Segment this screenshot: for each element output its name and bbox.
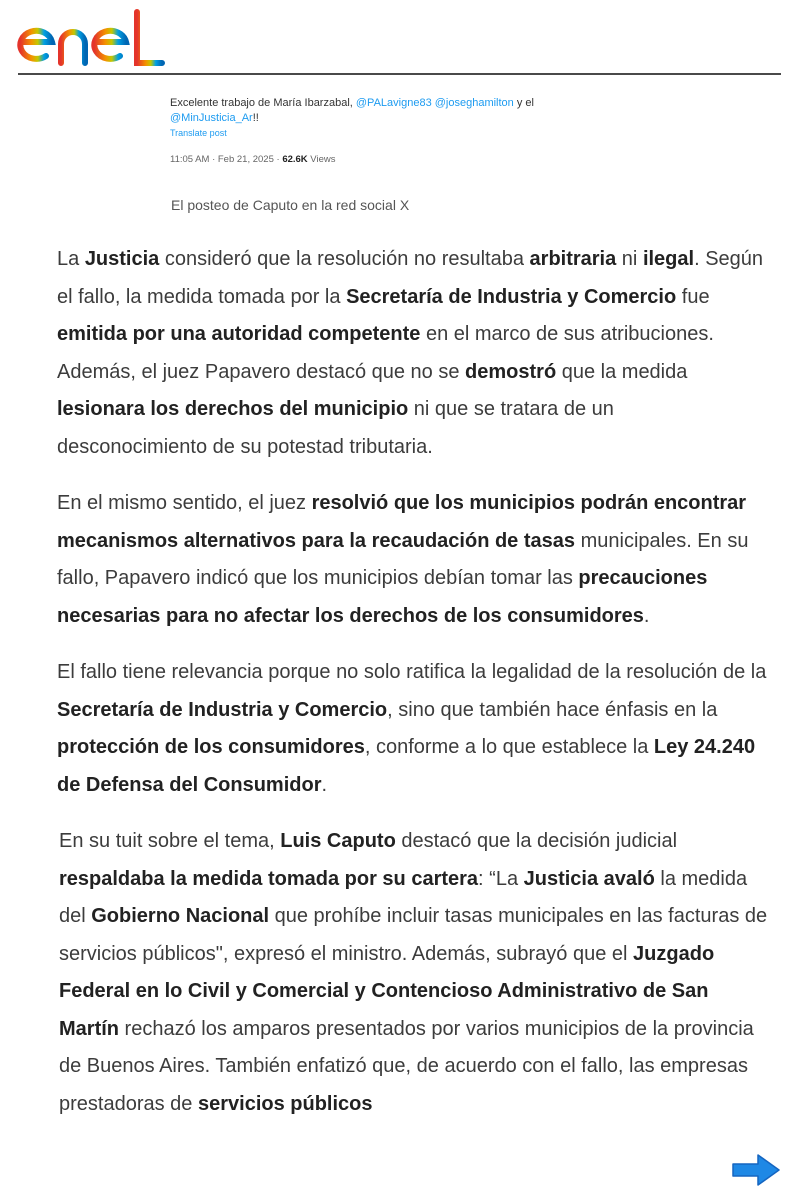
paragraph-text: destacó que la decisión judicial [395,830,678,852]
bold-text: ilegal [642,248,695,270]
tweet-mention[interactable]: @PALavigne83 [355,97,432,109]
embedded-tweet [170,96,610,167]
site-header [0,0,800,76]
paragraph-text: El fallo tiene relevancia porque no solo ratifica la legalidad de la resolución de la [57,661,767,683]
header-divider [18,73,781,75]
paragraph-text: En su tuit sobre el tema, [59,830,281,852]
paragraph-text: La [57,248,85,270]
tweet-views-count: 62.6K [282,154,308,165]
tweet-timestamp: 11:05 AM · Feb 21, 2025 · [170,154,283,165]
tweet-mention[interactable]: @MinJusticia_Ar [170,112,253,124]
paragraph-text: municipales. En su fallo, Papavero indicó que los municipios debían tomar las [57,529,749,589]
paragraph-text: ni [616,248,643,270]
bold-text: Ley 24.240 de Defensa del Consumidor [57,736,756,796]
paragraph-text: : “La [478,867,524,890]
bold-text: lesionara los derechos del municipio [57,398,409,420]
paragraph-text: ni que se tratara de un desconocimiento de su potestad tributaria. [57,398,614,458]
bold-text: arbitraria [529,248,617,270]
article-paragraph [57,654,769,804]
paragraph-text: . [643,604,650,627]
bold-text: precauciones necesarias para no afectar los derechos de los consumidores [57,567,708,627]
paragraph-text: fue [676,285,710,308]
paragraph-text: . [321,773,328,796]
tweet-meta: 11:05 AM · Feb 21, 2025 · 62.6K Views [170,154,336,165]
bold-text: demostró [465,360,557,383]
bold-text: protección de los consumidores [57,736,365,758]
paragraph-text: rechazó los amparos presentados por varios municipios de la provincia de Buenos Aires. También enfatizó que, de acuerdo con el fallo, las empresas prestadoras de [59,1017,754,1115]
bold-text: emitida por una autoridad competente [57,323,421,345]
bold-text: Gobierno Nacional [91,905,270,927]
bold-text: Secretaría de Industria y Comercio [346,285,677,308]
paragraph-text: . Según el fallo, la medida tomada por la [57,248,764,308]
paragraph-text: En el mismo sentido, el juez [57,492,312,514]
enel-logo-mark [16,6,172,70]
article-paragraph [57,241,769,466]
bold-text: Secretaría de Industria y Comercio [57,698,388,721]
image-caption: El posteo de Caputo en la red social X [171,197,410,213]
bold-text: Juzgado Federal en lo Civil y Comercial y Contencioso Administrativo de San Martín [59,942,715,1040]
tweet-text: Excelente trabajo de María Ibarzabal, @PALavigne83 @joseghamilton y el @MinJusticia_Ar!! [170,97,534,124]
article-paragraph [57,485,769,635]
enel-logo[interactable] [16,6,172,75]
bold-text: Luis Caputo [280,830,396,852]
article-paragraph [59,823,769,1123]
paragraph-text: que la medida [556,360,688,383]
bold-text: Justicia avaló [523,867,655,890]
article-body [57,241,769,1142]
bold-text: Justicia [84,248,160,270]
paragraph-text: la medida del [59,867,748,927]
translate-post-link[interactable]: Translate post [170,128,227,138]
bold-text: respaldaba la medida tomada por su cartera [59,867,479,890]
paragraph-text: consideró que la resolución no resultaba [159,248,530,270]
arrow-right-icon[interactable] [730,1152,782,1193]
paragraph-text: que prohíbe incluir tasas municipales en las facturas de servicios públicos", expresó el ministro. Además, subrayó que el [59,905,768,965]
paragraph-text: , conforme a lo que establece la [364,736,654,758]
bold-text: servicios públicos [197,1092,373,1115]
paragraph-text: , sino que también hace énfasis en la [387,698,718,721]
paragraph-text: en el marco de sus atribuciones. Además, el juez Papavero destacó que no se [57,323,714,383]
tweet-mention[interactable]: @joseghamilton [434,97,514,109]
bold-text: resolvió que los municipios podrán encontrar mecanismos alternativos para la recaudación de tasas [57,492,747,552]
